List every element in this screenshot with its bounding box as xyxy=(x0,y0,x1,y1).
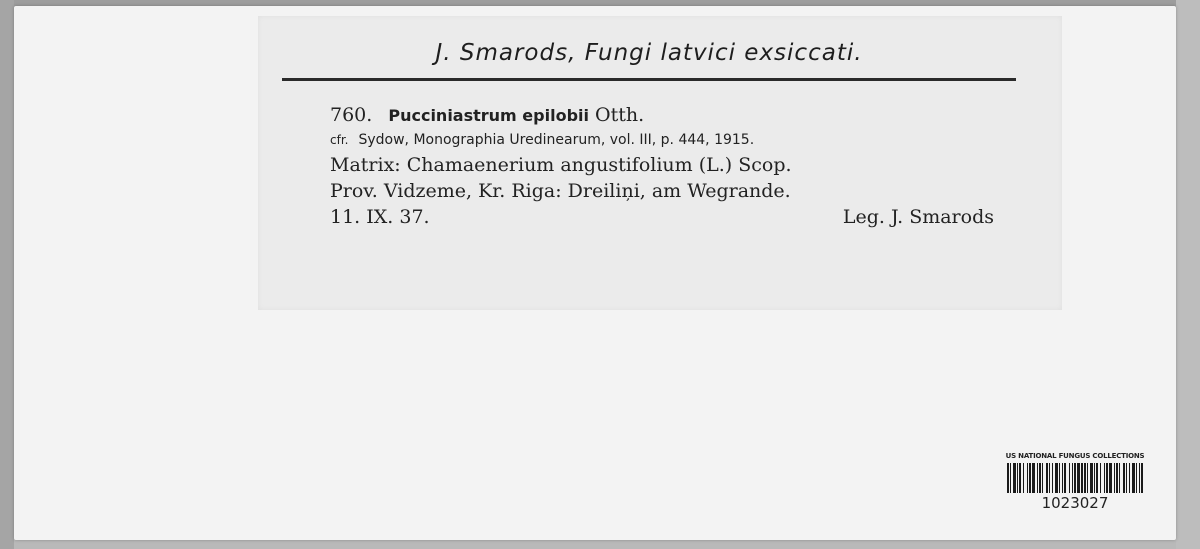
exsiccata-number: 760. xyxy=(330,104,373,126)
barcode-bar xyxy=(1055,463,1058,493)
barcode-bar xyxy=(1094,463,1095,493)
barcode-bar xyxy=(1062,463,1063,493)
barcode-bar xyxy=(1052,463,1053,493)
label-body xyxy=(330,102,1030,230)
barcode-bar xyxy=(1119,463,1120,493)
barcode-bar xyxy=(1010,463,1011,493)
barcode-bar xyxy=(1007,463,1009,493)
barcode-bar xyxy=(1096,463,1098,493)
barcode-bar xyxy=(1123,463,1125,493)
barcode-bar xyxy=(1046,463,1048,493)
collection-date: 11. IX. 37. xyxy=(330,206,430,228)
barcode-bar xyxy=(1027,463,1028,493)
barcode-bar xyxy=(1064,463,1066,493)
barcode-bar xyxy=(1084,463,1086,493)
barcode-bar xyxy=(1049,463,1050,493)
collector: Leg. J. Smarods xyxy=(842,206,994,228)
label-header: J. Smarods, Fungi latvici exsiccati. xyxy=(435,40,863,66)
barcode-icon xyxy=(1005,463,1145,493)
barcode-bar xyxy=(1141,463,1143,493)
header-rule xyxy=(282,78,1016,81)
species-name: Pucciniastrum epilobii xyxy=(388,106,589,125)
barcode-bar xyxy=(1104,463,1105,493)
matrix-line: Matrix: Chamaenerium angustifolium (L.) Scop. xyxy=(330,154,792,176)
barcode-bar xyxy=(1132,463,1135,493)
barcode-sticker xyxy=(1000,452,1150,512)
barcode-bar xyxy=(1013,463,1016,493)
barcode-bar xyxy=(1032,463,1035,493)
barcode-bar xyxy=(1081,463,1083,493)
barcode-bar xyxy=(1126,463,1127,493)
barcode-institution: US NATIONAL FUNGUS COLLECTIONS xyxy=(1005,452,1145,460)
barcode-bar xyxy=(1069,463,1070,493)
barcode-bar xyxy=(1139,463,1140,493)
species-author: Otth. xyxy=(595,104,645,126)
reference-line xyxy=(330,128,1030,152)
barcode-bar xyxy=(1042,463,1043,493)
barcode-bar xyxy=(1039,463,1041,493)
barcode-bar xyxy=(1116,463,1118,493)
barcode-bar xyxy=(1114,463,1115,493)
locality-line: Prov. Vidzeme, Kr. Riga: Dreiliņi, am Wegrande. xyxy=(330,180,791,202)
barcode-bar xyxy=(1106,463,1108,493)
barcode-bar xyxy=(1023,463,1024,493)
barcode-bar xyxy=(1037,463,1038,493)
barcode-bar xyxy=(1017,463,1018,493)
barcode-bar xyxy=(1087,463,1088,493)
date-collector-line xyxy=(330,204,994,230)
specimen-packet xyxy=(14,6,1176,540)
cfr-abbrev: cfr. xyxy=(330,133,349,147)
barcode-bar xyxy=(1059,463,1060,493)
species-line xyxy=(330,102,1030,128)
scan-backdrop-left xyxy=(0,0,14,549)
reference-text: Sydow, Monographia Uredinearum, vol. III, p. 444, 1915. xyxy=(358,132,755,148)
barcode-bar xyxy=(1136,463,1137,493)
barcode-number: 1023027 xyxy=(1041,494,1109,512)
barcode-bar xyxy=(1074,463,1076,493)
barcode-bar xyxy=(1090,463,1093,493)
barcode-bar xyxy=(1019,463,1021,493)
barcode-bar xyxy=(1072,463,1073,493)
barcode-bar xyxy=(1100,463,1101,493)
specimen-label xyxy=(258,16,1062,310)
barcode-bar xyxy=(1109,463,1112,493)
barcode-bar xyxy=(1129,463,1130,493)
barcode-bar xyxy=(1029,463,1031,493)
scan-backdrop-right xyxy=(1176,0,1200,549)
barcode-bar xyxy=(1077,463,1080,493)
